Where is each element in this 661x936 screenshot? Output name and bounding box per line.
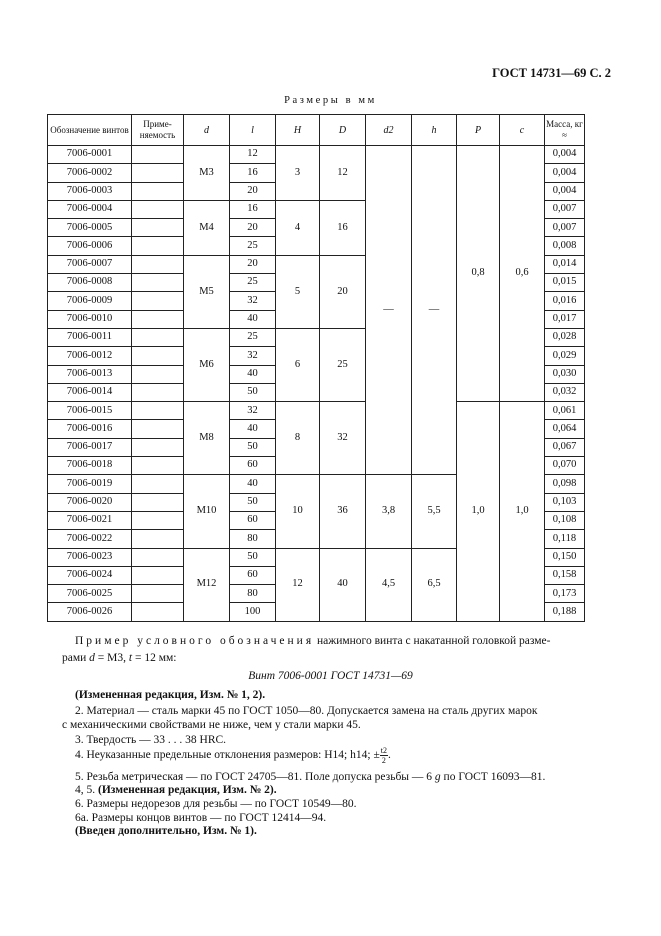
designation-cell: 7006-0006 <box>48 237 132 255</box>
table-row <box>48 402 585 420</box>
designation-cell: 7006-0025 <box>48 585 132 603</box>
note-5 <box>75 770 545 784</box>
designation-cell: 7006-0002 <box>48 164 132 182</box>
mass-cell: 0,004 <box>545 146 585 164</box>
H-cell: 8 <box>276 402 320 475</box>
example-paragraph <box>62 633 585 667</box>
fraction-denominator: 2 <box>381 756 386 765</box>
header-P: P <box>457 115 500 146</box>
example-text-2b: = M3, <box>94 652 129 664</box>
H-cell: 5 <box>276 255 320 328</box>
note-2-line-1: 2. Материал — сталь марки 45 по ГОСТ 1050—80. Допускается замена на сталь других марок <box>75 705 538 717</box>
l-cell: 50 <box>230 438 276 456</box>
l-cell: 25 <box>230 237 276 255</box>
applicability-cell <box>132 328 184 346</box>
d2-cell: 4,5 <box>366 548 412 621</box>
note-5-g: g <box>434 771 441 783</box>
applicability-cell <box>132 274 184 292</box>
header-h: h <box>412 115 457 146</box>
header-d2: d2 <box>366 115 412 146</box>
note-6a: 6а. Размеры концов винтов — по ГОСТ 12414—94. <box>75 812 327 824</box>
example-lead: Пример условного обозначения <box>75 635 315 647</box>
designation-cell: 7006-0012 <box>48 347 132 365</box>
P-cell: 1,0 <box>457 402 500 622</box>
d2-cell: — <box>366 146 412 475</box>
d-cell: M3 <box>184 146 230 201</box>
note-changed-1: (Измененная редакция, Изм. № 1, 2). <box>75 689 266 701</box>
l-cell: 60 <box>230 511 276 529</box>
applicability-cell <box>132 585 184 603</box>
l-cell: 12 <box>230 146 276 164</box>
applicability-cell <box>132 475 184 493</box>
d-cell: M6 <box>184 328 230 401</box>
h-cell: 5,5 <box>412 475 457 548</box>
note-4-end: . <box>388 749 391 762</box>
mass-cell: 0,032 <box>545 383 585 401</box>
designation-cell: 7006-0003 <box>48 182 132 200</box>
h-cell: 6,5 <box>412 548 457 621</box>
l-cell: 20 <box>230 182 276 200</box>
example-text-2a: рами <box>62 652 90 664</box>
mass-cell: 0,015 <box>545 274 585 292</box>
h-cell: — <box>412 146 457 475</box>
dimensions-table <box>47 114 585 622</box>
table-caption: Размеры в мм <box>284 95 377 106</box>
l-cell: 100 <box>230 603 276 621</box>
l-cell: 32 <box>230 347 276 365</box>
page-header: ГОСТ 14731—69 С. 2 <box>492 66 611 80</box>
applicability-cell <box>132 457 184 475</box>
designation-cell: 7006-0023 <box>48 548 132 566</box>
D-cell: 32 <box>320 402 366 475</box>
note-4-5-plain: 4, 5. <box>75 784 98 796</box>
header-c: c <box>500 115 545 146</box>
l-cell: 16 <box>230 200 276 218</box>
example-var-t: t <box>128 652 133 664</box>
mass-cell: 0,030 <box>545 365 585 383</box>
d-cell: M12 <box>184 548 230 621</box>
designation-cell: 7006-0014 <box>48 383 132 401</box>
mass-cell: 0,108 <box>545 511 585 529</box>
mass-cell: 0,118 <box>545 530 585 548</box>
designation-cell: 7006-0011 <box>48 328 132 346</box>
applicability-cell <box>132 530 184 548</box>
D-cell: 16 <box>320 200 366 255</box>
designation-cell: 7006-0005 <box>48 219 132 237</box>
d-cell: M10 <box>184 475 230 548</box>
l-cell: 32 <box>230 292 276 310</box>
applicability-cell <box>132 200 184 218</box>
applicability-cell <box>132 146 184 164</box>
header-mass: Масса, кг ≈ <box>545 115 585 146</box>
note-4 <box>75 746 391 765</box>
fraction-numerator: t2 <box>380 746 387 755</box>
D-cell: 25 <box>320 328 366 401</box>
designation-cell: 7006-0007 <box>48 255 132 273</box>
example-designation: Винт 7006-0001 ГОСТ 14731—69 <box>248 670 413 682</box>
designation-cell: 7006-0009 <box>48 292 132 310</box>
mass-cell: 0,098 <box>545 475 585 493</box>
applicability-cell <box>132 548 184 566</box>
designation-cell: 7006-0008 <box>48 274 132 292</box>
note-3: 3. Твердость — 33 . . . 38 HRC. <box>75 734 227 746</box>
l-cell: 40 <box>230 310 276 328</box>
header-l: l <box>230 115 276 146</box>
mass-cell: 0,004 <box>545 164 585 182</box>
applicability-cell <box>132 438 184 456</box>
table-header-row <box>48 115 585 146</box>
applicability-cell <box>132 365 184 383</box>
mass-cell: 0,004 <box>545 182 585 200</box>
d-cell: M4 <box>184 200 230 255</box>
applicability-cell <box>132 292 184 310</box>
applicability-cell <box>132 383 184 401</box>
designation-cell: 7006-0018 <box>48 457 132 475</box>
designation-cell: 7006-0015 <box>48 402 132 420</box>
fraction-t2-over-2 <box>380 746 388 765</box>
note-added: (Введен дополнительно, Изм. № 1). <box>75 825 257 837</box>
l-cell: 20 <box>230 219 276 237</box>
c-cell: 0,6 <box>500 146 545 402</box>
note-5-text-b: по ГОСТ 16093—81. <box>440 771 546 783</box>
applicability-cell <box>132 310 184 328</box>
applicability-cell <box>132 164 184 182</box>
note-4-5 <box>75 783 277 797</box>
header-D: D <box>320 115 366 146</box>
H-cell: 10 <box>276 475 320 548</box>
designation-cell: 7006-0013 <box>48 365 132 383</box>
example-var-d: d <box>89 652 95 664</box>
mass-cell: 0,070 <box>545 457 585 475</box>
mass-cell: 0,064 <box>545 420 585 438</box>
D-cell: 40 <box>320 548 366 621</box>
applicability-cell <box>132 237 184 255</box>
applicability-cell <box>132 566 184 584</box>
l-cell: 25 <box>230 274 276 292</box>
l-cell: 60 <box>230 566 276 584</box>
d-cell: M8 <box>184 402 230 475</box>
table-row <box>48 146 585 164</box>
l-cell: 50 <box>230 493 276 511</box>
mass-cell: 0,173 <box>545 585 585 603</box>
mass-cell: 0,158 <box>545 566 585 584</box>
header-H: H <box>276 115 320 146</box>
l-cell: 80 <box>230 530 276 548</box>
mass-cell: 0,067 <box>545 438 585 456</box>
mass-cell: 0,028 <box>545 328 585 346</box>
applicability-cell <box>132 511 184 529</box>
mass-cell: 0,017 <box>545 310 585 328</box>
l-cell: 40 <box>230 365 276 383</box>
P-cell: 0,8 <box>457 146 500 402</box>
H-cell: 4 <box>276 200 320 255</box>
note-5-text-a: 5. Резьба метрическая — по ГОСТ 24705—81. Поле допуска резьбы — 6 <box>75 771 435 783</box>
applicability-cell <box>132 219 184 237</box>
mass-cell: 0,007 <box>545 200 585 218</box>
mass-cell: 0,029 <box>545 347 585 365</box>
designation-cell: 7006-0021 <box>48 511 132 529</box>
mass-cell: 0,150 <box>545 548 585 566</box>
designation-cell: 7006-0016 <box>48 420 132 438</box>
designation-cell: 7006-0024 <box>48 566 132 584</box>
D-cell: 20 <box>320 255 366 328</box>
example-text-1: нажимного винта с накатанной головкой разме- <box>314 635 551 647</box>
example-text-2c: = 12 мм: <box>132 652 177 664</box>
mass-cell: 0,007 <box>545 219 585 237</box>
l-cell: 20 <box>230 255 276 273</box>
header-designation: Обозначение винтов <box>48 115 132 146</box>
mass-cell: 0,061 <box>545 402 585 420</box>
l-cell: 40 <box>230 475 276 493</box>
header-d: d <box>184 115 230 146</box>
designation-cell: 7006-0001 <box>48 146 132 164</box>
mass-cell: 0,103 <box>545 493 585 511</box>
applicability-cell <box>132 255 184 273</box>
applicability-cell <box>132 603 184 621</box>
designation-cell: 7006-0010 <box>48 310 132 328</box>
mass-cell: 0,188 <box>545 603 585 621</box>
applicability-cell <box>132 347 184 365</box>
D-cell: 12 <box>320 146 366 201</box>
D-cell: 36 <box>320 475 366 548</box>
designation-cell: 7006-0004 <box>48 200 132 218</box>
l-cell: 32 <box>230 402 276 420</box>
c-cell: 1,0 <box>500 402 545 622</box>
designation-cell: 7006-0017 <box>48 438 132 456</box>
designation-cell: 7006-0026 <box>48 603 132 621</box>
applicability-cell <box>132 493 184 511</box>
d2-cell: 3,8 <box>366 475 412 548</box>
l-cell: 25 <box>230 328 276 346</box>
designation-cell: 7006-0019 <box>48 475 132 493</box>
note-6: 6. Размеры недорезов для резьбы — по ГОСТ 10549—80. <box>75 798 357 810</box>
applicability-cell <box>132 420 184 438</box>
mass-cell: 0,016 <box>545 292 585 310</box>
applicability-cell <box>132 402 184 420</box>
H-cell: 6 <box>276 328 320 401</box>
l-cell: 16 <box>230 164 276 182</box>
d-cell: M5 <box>184 255 230 328</box>
H-cell: 12 <box>276 548 320 621</box>
l-cell: 60 <box>230 457 276 475</box>
mass-cell: 0,008 <box>545 237 585 255</box>
header-applicability: Приме-няемость <box>132 115 184 146</box>
note-2-line-2: с механическими свойствами не ниже, чем у стали марки 45. <box>62 719 361 731</box>
designation-cell: 7006-0020 <box>48 493 132 511</box>
H-cell: 3 <box>276 146 320 201</box>
note-4-5-bold: (Измененная редакция, Изм. № 2). <box>98 784 277 796</box>
l-cell: 40 <box>230 420 276 438</box>
applicability-cell <box>132 182 184 200</box>
mass-cell: 0,014 <box>545 255 585 273</box>
note-4-text: 4. Неуказанные предельные отклонения размеров: H14; h14; ± <box>75 749 380 762</box>
l-cell: 50 <box>230 383 276 401</box>
l-cell: 80 <box>230 585 276 603</box>
l-cell: 50 <box>230 548 276 566</box>
designation-cell: 7006-0022 <box>48 530 132 548</box>
